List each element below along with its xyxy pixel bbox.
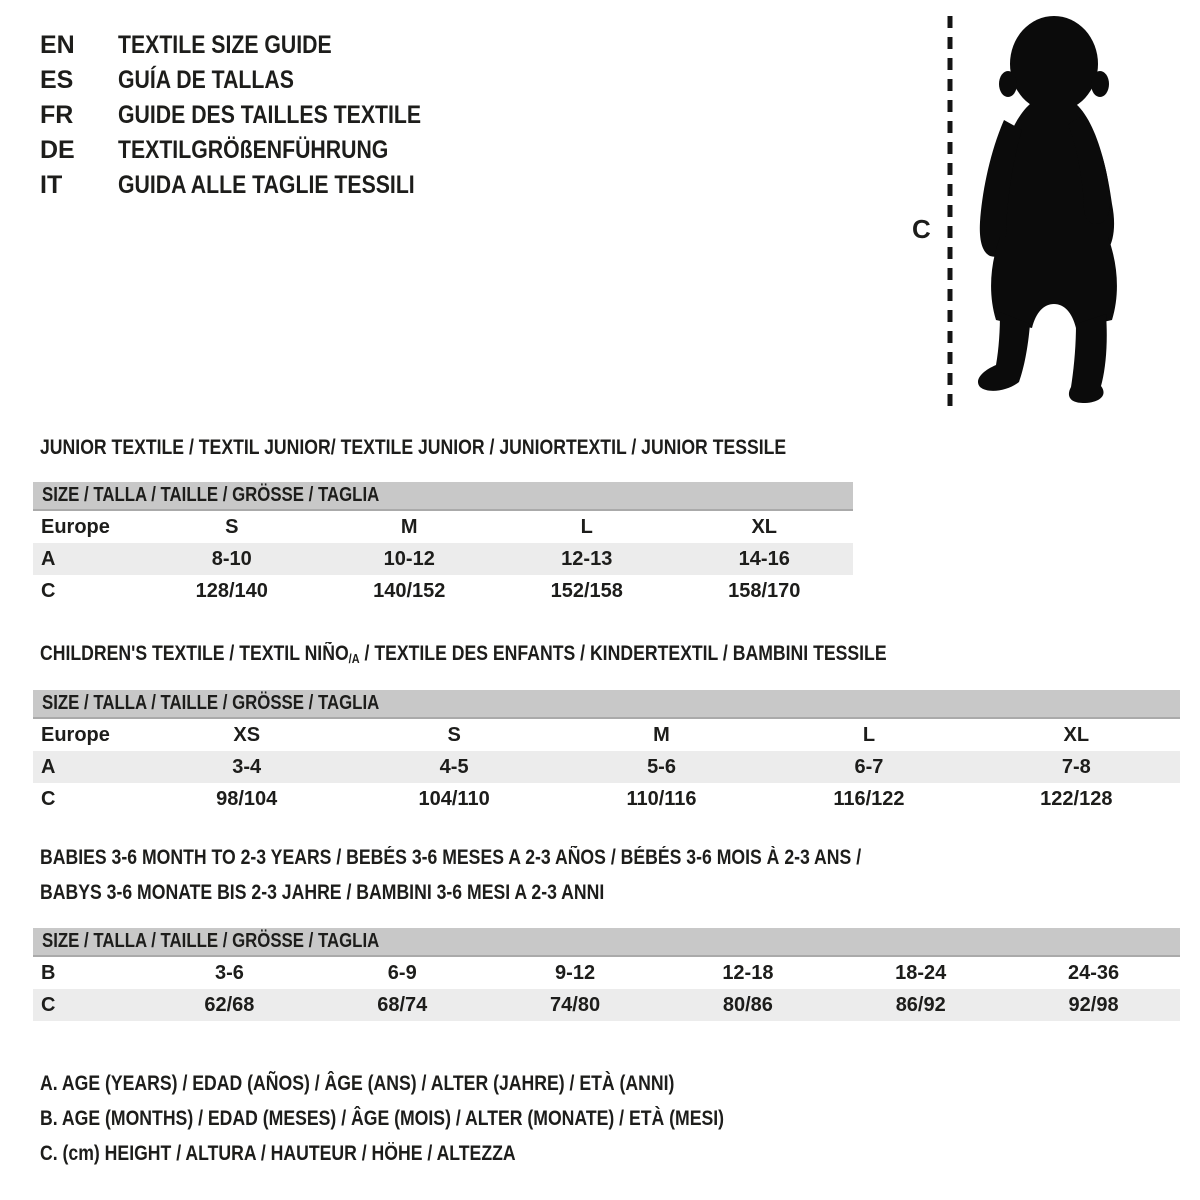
children-section-title-text xyxy=(40,642,887,671)
table-cell: 4-5 xyxy=(439,755,469,778)
table-cell: 6-9 xyxy=(387,961,417,984)
table-cell: 128/140 xyxy=(195,579,268,602)
column-header: L xyxy=(580,515,593,538)
table-cell: 98/104 xyxy=(216,787,278,810)
table-cell: 14-16 xyxy=(738,547,790,570)
language-code: IT xyxy=(40,171,63,199)
table-row xyxy=(33,543,853,575)
guide-title: GUÍA DE TALLAS xyxy=(118,66,294,94)
table-cell: 152/158 xyxy=(550,579,623,602)
nino-suffix: /A xyxy=(348,651,360,666)
table-cell: 12-13 xyxy=(561,547,613,570)
legend-line-a-text: A. AGE (YEARS) / EDAD (AÑOS) / ÂGE (ANS) / ALTER (JAHRE) / ETÀ (ANNI) xyxy=(40,1072,675,1095)
table-cell: 122/128 xyxy=(1040,787,1113,810)
language-code: FR xyxy=(40,101,74,129)
column-header: S xyxy=(225,515,239,538)
legend xyxy=(40,1073,854,1178)
table-cell: 3-6 xyxy=(214,961,244,984)
babies-section-title-line2 xyxy=(40,881,712,905)
row-label: C xyxy=(41,993,56,1016)
table-row xyxy=(33,957,1180,989)
table-cell: 80/86 xyxy=(722,993,773,1016)
table-cell: 10-12 xyxy=(383,547,435,570)
column-header: L xyxy=(862,723,876,746)
size-header-bar xyxy=(33,928,1180,957)
toddler-silhouette-icon xyxy=(900,8,1150,420)
row-label: C xyxy=(41,579,56,602)
junior-size-table xyxy=(33,482,853,607)
height-measure-label: C xyxy=(912,214,931,244)
babies-section-title-line1 xyxy=(40,846,1018,870)
legend-line-c-text: C. (cm) HEIGHT / ALTURA / HAUTEUR / HÖHE / ALTEZZA xyxy=(40,1142,516,1165)
table-row xyxy=(33,751,1180,783)
table-cell: 9-12 xyxy=(555,961,596,984)
guide-title: GUIDE DES TAILLES TEXTILE xyxy=(118,101,422,129)
guide-title: TEXTILGRÖßENFÜHRUNG xyxy=(118,136,389,164)
guide-title: GUIDA ALLE TAGLIE TESSILI xyxy=(118,171,415,199)
column-header: XL xyxy=(1063,723,1090,746)
table-cell: 24-36 xyxy=(1067,961,1120,984)
table-cell: 140/152 xyxy=(373,579,446,602)
junior-section-title xyxy=(40,436,928,460)
table-cell: 7-8 xyxy=(1061,755,1091,778)
table-header-row xyxy=(33,511,853,543)
table-row xyxy=(33,575,853,607)
babies-size-table xyxy=(33,928,1180,1021)
babies-title-line1-text: BABIES 3-6 MONTH TO 2-3 YEARS / BEBÉS 3-6 MESES A 2-3 AÑOS / BÉBÉS 3-6 MOIS À 2-3 ANS / xyxy=(40,846,862,869)
language-row xyxy=(40,33,475,58)
language-row xyxy=(40,138,475,163)
size-header-bar xyxy=(33,690,1180,719)
table-cell: 8-10 xyxy=(211,547,252,570)
table-header-row xyxy=(33,719,1180,751)
children-size-table xyxy=(33,690,1180,815)
size-header-bar xyxy=(33,482,853,511)
size-header-text: SIZE / TALLA / TAILLE / GRÖSSE / TAGLIA xyxy=(42,930,380,952)
language-row xyxy=(40,68,475,93)
table-cell: 74/80 xyxy=(550,993,601,1016)
table-cell: 104/110 xyxy=(418,787,490,810)
table-row xyxy=(33,989,1180,1021)
column-header: S xyxy=(447,723,461,746)
language-code: DE xyxy=(40,136,75,164)
table-cell: 158/170 xyxy=(728,579,801,602)
column-header: Europe xyxy=(41,723,110,746)
row-label: C xyxy=(41,787,56,810)
children-title-post: / TEXTILE DES ENFANTS / KINDERTEXTIL / BAMBINI TESSILE xyxy=(359,642,887,665)
height-measure-figure xyxy=(900,8,1150,420)
table-cell: 68/74 xyxy=(377,993,428,1016)
table-cell: 92/98 xyxy=(1068,993,1119,1016)
table-cell: 12-18 xyxy=(722,961,774,984)
legend-line-b-text: B. AGE (MONTHS) / EDAD (MESES) / ÂGE (MOIS) / ALTER (MONATE) / ETÀ (MESI) xyxy=(40,1107,725,1130)
legend-line-c xyxy=(40,1143,854,1164)
column-header: M xyxy=(400,515,418,538)
language-code: ES xyxy=(40,66,74,94)
table-cell: 18-24 xyxy=(895,961,947,984)
language-row xyxy=(40,173,475,198)
language-title-list xyxy=(40,33,475,208)
row-label: B xyxy=(41,961,56,984)
size-header-text: SIZE / TALLA / TAILLE / GRÖSSE / TAGLIA xyxy=(42,484,380,506)
children-section-title xyxy=(40,642,1048,671)
column-header: Europe xyxy=(41,515,110,538)
table-cell: 6-7 xyxy=(854,755,884,778)
table-cell: 110/116 xyxy=(626,787,697,810)
language-row xyxy=(40,103,475,128)
column-header: M xyxy=(653,723,670,746)
table-cell: 3-4 xyxy=(232,755,262,778)
table-cell: 62/68 xyxy=(204,993,255,1016)
babies-title-line2-text: BABYS 3-6 MONATE BIS 2-3 JAHRE / BAMBINI 3-6 MESI A 2-3 ANNI xyxy=(40,881,605,904)
children-title-pre: CHILDREN'S TEXTILE / TEXTIL NIÑO xyxy=(40,642,349,665)
table-cell: 5-6 xyxy=(647,755,676,778)
junior-section-title-text: JUNIOR TEXTILE / TEXTIL JUNIOR/ TEXTILE JUNIOR / JUNIORTEXTIL / JUNIOR TESSILE xyxy=(40,436,787,459)
column-header: XL xyxy=(751,515,778,538)
column-header: XS xyxy=(233,723,261,746)
size-header-text: SIZE / TALLA / TAILLE / GRÖSSE / TAGLIA xyxy=(42,692,380,714)
table-row xyxy=(33,783,1180,815)
guide-title: TEXTILE SIZE GUIDE xyxy=(118,31,332,59)
language-code: EN xyxy=(40,31,75,59)
row-label: A xyxy=(41,547,56,570)
row-label: A xyxy=(41,755,56,778)
legend-line-b xyxy=(40,1108,854,1129)
table-cell: 86/92 xyxy=(895,993,946,1016)
table-cell: 116/122 xyxy=(833,787,905,810)
legend-line-a xyxy=(40,1073,854,1094)
